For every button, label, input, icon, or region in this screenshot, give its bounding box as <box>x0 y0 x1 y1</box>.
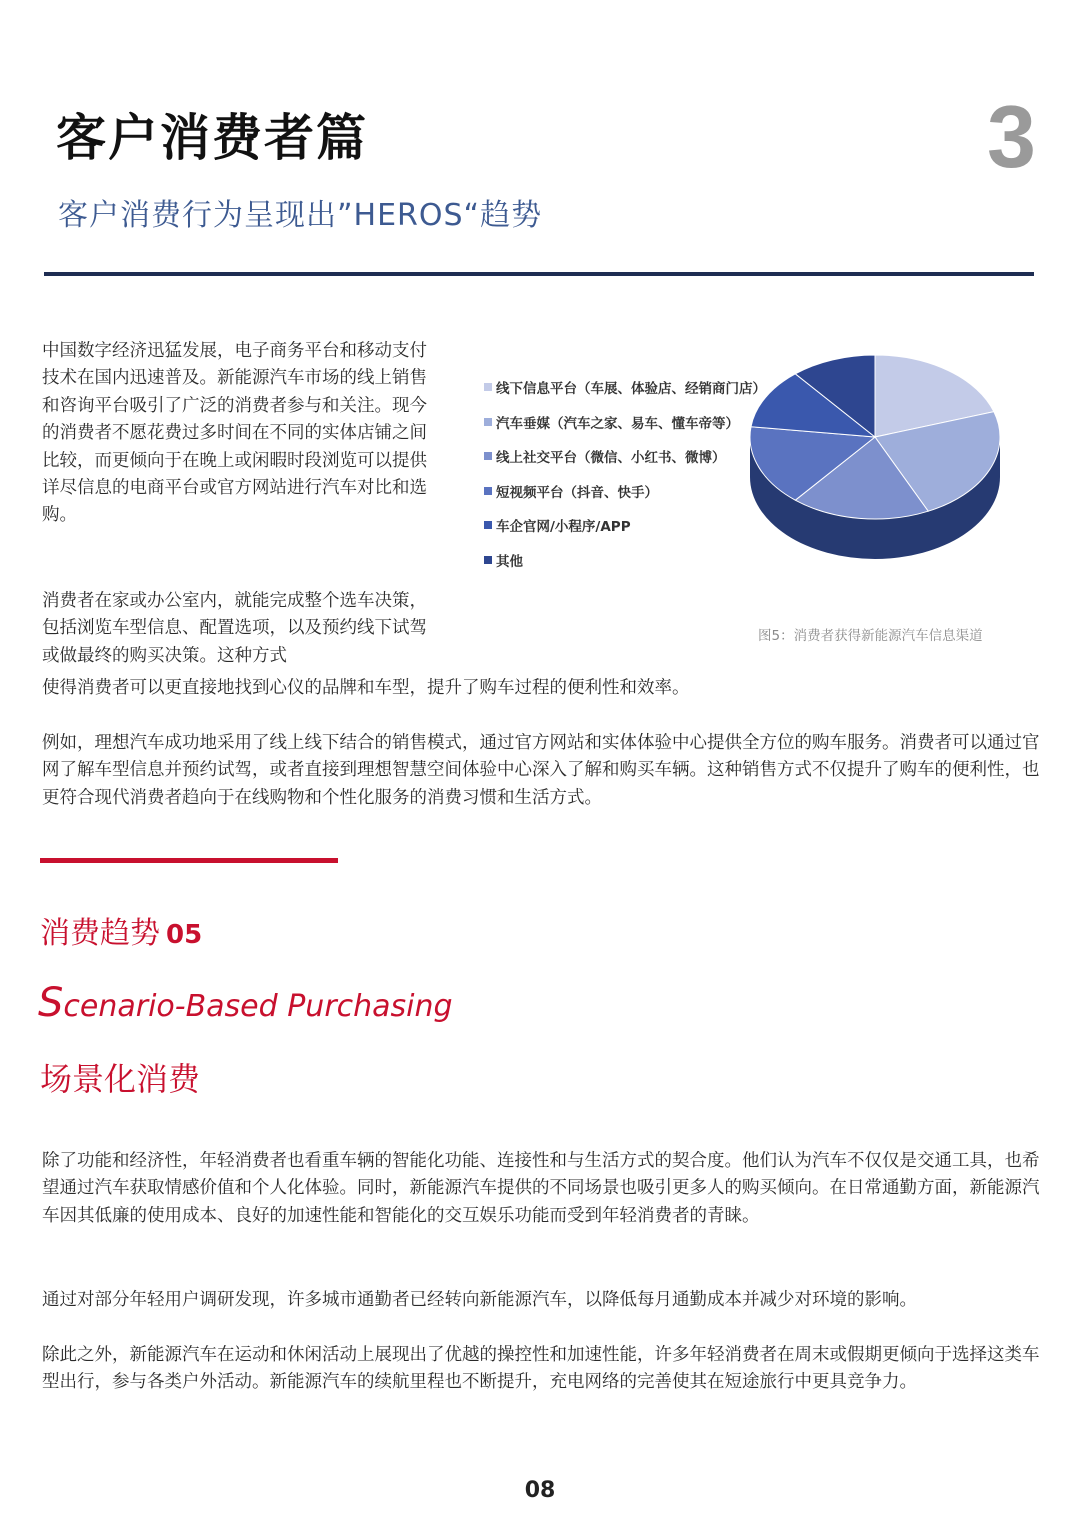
page-number: 08 <box>524 1478 556 1503</box>
section-subtitle: 客户消费行为呈现出”HEROS“趋势 <box>58 198 543 233</box>
legend-label: 线下信息平台（车展、体验店、经销商门店） <box>496 381 766 398</box>
legend-item <box>484 439 766 474</box>
legend-label: 汽车垂媒（汽车之家、易车、懂车帝等） <box>496 415 739 432</box>
legend-swatch <box>484 418 492 426</box>
page-title: 客户消费者篇 <box>56 109 368 167</box>
legend-item <box>484 543 766 578</box>
legend-item <box>484 508 766 543</box>
legend-item <box>484 474 766 509</box>
section-accent-divider <box>40 858 338 863</box>
legend-swatch <box>484 383 492 391</box>
chart-caption: 图5：消费者获得新能源汽车信息渠道 <box>758 628 983 644</box>
legend-swatch <box>484 452 492 460</box>
intro-paragraph-1: 中国数字经济迅猛发展，电子商务平台和移动支付技术在国内迅速普及。新能源汽车市场的线上销售和咨询平台吸引了广泛的消费者参与和关注。现今的消费者不愿花费过多时间在不同的实体店铺之间比较，而更倾向于在晚上或闲暇时段浏览可以提供详尽信息的电商平台或官方网站进行汽车对比和选购。 <box>42 341 427 526</box>
legend-label: 其他 <box>496 553 523 570</box>
legend-label: 短视频平台（抖音、快手） <box>496 484 658 501</box>
intro-paragraph-2-part-2: 使得消费者可以更直接地找到心仪的品牌和车型，提升了购车过程的便利性和效率。 <box>42 678 690 698</box>
legend-item <box>484 405 766 440</box>
chart-legend <box>484 370 766 577</box>
legend-label: 线上社交平台（微信、小红书、微博） <box>496 450 726 467</box>
chapter-number: 3 <box>987 87 1036 186</box>
body-paragraph-2: 通过对部分年轻用户调研发现，许多城市通勤者已经转向新能源汽车，以降低每月通勤成本并减少对环境的影响。 <box>42 1290 917 1310</box>
trend-english-rest: cenario-Based Purchasing <box>63 989 453 1024</box>
intro-paragraph-2-part-1: 消费者在家或办公室内，就能完成整个选车决策，包括浏览车型信息、配置选项，以及预约线下试驾或做最终的购买决策。这种方式 <box>42 591 427 666</box>
legend-swatch <box>484 521 492 529</box>
body-paragraph-3: 除此之外，新能源汽车在运动和休闲活动上展现出了优越的操控性和加速性能，许多年轻消费者在周末或假期更倾向于选择这类车型出行，参与各类户外活动。新能源汽车的续航里程也不断提升，充电网络的完善使其在短途旅行中更具竞争力。 <box>42 1345 1040 1393</box>
legend-item <box>484 370 766 405</box>
legend-swatch <box>484 556 492 564</box>
trend-number: 05 <box>166 920 203 950</box>
body-paragraph-1: 除了功能和经济性，年轻消费者也看重车辆的智能化功能、连接性和与生活方式的契合度。他们认为汽车不仅仅是交通工具，也希望通过汽车获取情感价值和个人化体验。同时，新能源汽车提供的不同场景也吸引更多人的购买倾向。在日常通勤方面，新能源汽车因其低廉的使用成本、良好的加速性能和智能化的交互娱乐功能而受到年轻消费者的青睐。 <box>42 1151 1040 1226</box>
trend-english-initial: S <box>38 980 64 1026</box>
trend-heading <box>40 908 202 952</box>
pie-chart <box>745 345 1020 575</box>
legend-label: 车企官网/小程序/APP <box>496 519 631 536</box>
trend-chinese-title: 场景化消费 <box>40 1060 201 1098</box>
legend-swatch <box>484 487 492 495</box>
trend-label: 消费趋势 <box>40 916 160 951</box>
trend-english-title <box>38 980 453 1026</box>
header-divider <box>44 272 1034 276</box>
intro-paragraph-3: 例如，理想汽车成功地采用了线上线下结合的销售模式，通过官方网站和实体体验中心提供全方位的购车服务。消费者可以通过官网了解车型信息并预约试驾，或者直接到理想智慧空间体验中心深入了解和购买车辆。这种销售方式不仅提升了购车的便利性，也更符合现代消费者趋向于在线购物和个性化服务的消费习惯和生活方式。 <box>42 733 1040 808</box>
